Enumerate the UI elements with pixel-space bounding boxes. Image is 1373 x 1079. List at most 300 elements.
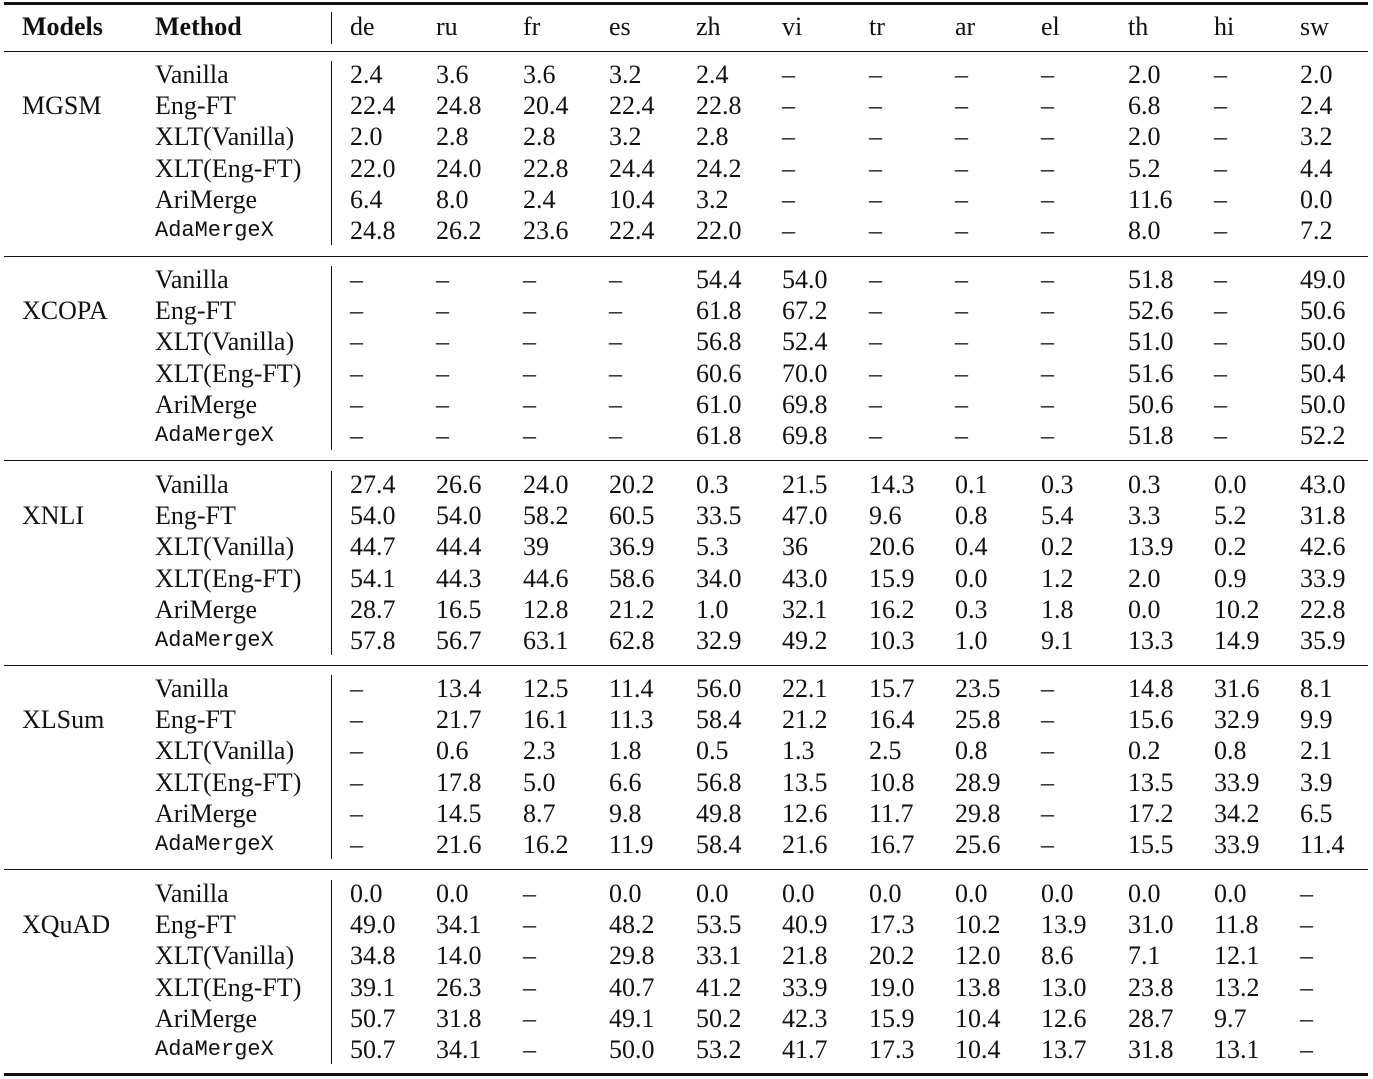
score-cell: 21.6 [436,830,482,859]
score-cell: 43.0 [1300,470,1346,499]
method-name: XLT(Vanilla) [155,941,295,971]
score-cell: 52.6 [1128,296,1174,326]
score-cell: 24.8 [436,91,482,121]
score-cell: 34.0 [696,563,742,593]
score-cell: – [1214,91,1227,121]
score-cell: 21.2 [782,705,828,735]
score-cell: 2.8 [436,122,469,152]
score-cell: 10.4 [955,1003,1001,1033]
score-cell: 56.8 [696,767,742,797]
score-cell: 50.0 [1300,327,1346,357]
column-divider [331,675,332,859]
score-cell: – [350,830,363,859]
score-cell: 10.2 [955,910,1001,940]
score-cell: 0.0 [869,879,902,908]
score-cell: 2.1 [1300,736,1333,766]
score-cell: – [609,327,622,357]
method-name: Eng-FT [155,501,236,531]
score-cell: 49.0 [1300,265,1346,294]
score-cell: 32.9 [1214,705,1260,735]
score-cell: 15.6 [1128,705,1174,735]
score-cell: – [1041,296,1054,326]
header-lang-zh: zh [696,12,721,41]
score-cell: 27.4 [350,470,396,499]
score-cell: 2.0 [1300,60,1333,89]
score-cell: 13.7 [1041,1035,1087,1064]
score-cell: 5.2 [1128,153,1161,183]
score-cell: – [609,389,622,419]
score-cell: – [869,153,882,183]
score-cell: 9.7 [1214,1003,1247,1033]
score-cell: 34.8 [350,941,396,971]
score-cell: – [1300,910,1313,940]
score-cell: 22.4 [609,91,655,121]
method-name: AdaMergeX [155,218,274,243]
score-cell: – [782,122,795,152]
score-cell: – [1214,60,1227,89]
score-cell: 16.1 [523,705,569,735]
score-cell: 11.9 [609,830,654,859]
score-cell: 25.6 [955,830,1001,859]
score-cell: 13.8 [955,972,1001,1002]
score-cell: – [869,60,882,89]
method-name: AdaMergeX [155,832,274,857]
score-cell: – [869,358,882,388]
score-cell: 1.0 [696,594,729,624]
score-cell: 34.1 [436,910,482,940]
score-cell: 50.7 [350,1035,396,1064]
score-cell: 8.0 [1128,216,1161,245]
method-name: AdaMergeX [155,1037,274,1062]
score-cell: – [1041,327,1054,357]
score-cell: 39 [523,532,549,562]
score-cell: 3.2 [696,184,729,214]
score-cell: – [523,972,536,1002]
model-name: XLSum [22,705,105,735]
score-cell: 0.0 [1214,879,1247,908]
score-cell: 1.0 [955,626,988,655]
score-cell: 13.9 [1041,910,1087,940]
method-name: XLT(Vanilla) [155,532,295,562]
score-cell: 22.4 [350,91,396,121]
score-cell: 47.0 [782,501,828,531]
score-cell: 0.2 [1128,736,1161,766]
score-cell: – [350,705,363,735]
score-cell: 49.8 [696,798,742,828]
score-cell: 22.8 [1300,594,1346,624]
score-cell: 2.5 [869,736,902,766]
score-cell: 33.9 [1300,563,1346,593]
score-cell: 58.6 [609,563,655,593]
score-cell: 50.7 [350,1003,396,1033]
score-cell: 2.3 [523,736,556,766]
header-lang-tr: tr [869,12,885,41]
model-name: XNLI [22,501,85,531]
score-cell: 1.3 [782,736,815,766]
score-cell: 0.3 [1128,470,1161,499]
score-cell: 10.4 [955,1035,1001,1064]
score-cell: 44.7 [350,532,396,562]
score-cell: 67.2 [782,296,828,326]
score-cell: 40.7 [609,972,655,1002]
score-cell: – [436,265,449,294]
score-cell: – [436,327,449,357]
score-cell: 41.2 [696,972,742,1002]
score-cell: 3.2 [1300,122,1333,152]
score-cell: 41.7 [782,1035,828,1064]
score-cell: – [782,91,795,121]
score-cell: 63.1 [523,626,569,655]
score-cell: 31.6 [1214,674,1260,703]
score-cell: 0.0 [436,879,469,908]
score-cell: 16.4 [869,705,915,735]
score-cell: 3.2 [609,122,642,152]
score-cell: 28.7 [350,594,396,624]
score-cell: 14.9 [1214,626,1260,655]
score-cell: – [1300,972,1313,1002]
score-cell: 16.2 [869,594,915,624]
score-cell: 3.9 [1300,767,1333,797]
bottom-rule [4,1073,1368,1076]
score-cell: 0.0 [1128,879,1161,908]
group-rule [4,460,1368,461]
score-cell: 12.6 [1041,1003,1087,1033]
score-cell: – [1214,184,1227,214]
score-cell: 20.2 [609,470,655,499]
score-cell: – [955,296,968,326]
score-cell: 13.9 [1128,532,1174,562]
score-cell: 11.8 [1214,910,1259,940]
score-cell: – [350,389,363,419]
score-cell: 6.6 [609,767,642,797]
score-cell: 21.7 [436,705,482,735]
score-cell: 2.0 [1128,60,1161,89]
score-cell: 61.0 [696,389,742,419]
score-cell: – [523,1035,536,1064]
score-cell: – [955,389,968,419]
score-cell: 20.2 [869,941,915,971]
score-cell: 0.3 [955,594,988,624]
score-cell: 1.8 [1041,594,1074,624]
score-cell: 61.8 [696,421,742,450]
score-cell: 16.5 [436,594,482,624]
score-cell: 2.4 [696,60,729,89]
score-cell: 1.2 [1041,563,1074,593]
score-cell: 42.3 [782,1003,828,1033]
group-rule [4,665,1368,666]
score-cell: 49.0 [350,910,396,940]
score-cell: 2.4 [350,60,383,89]
score-cell: 14.0 [436,941,482,971]
score-cell: 2.8 [523,122,556,152]
score-cell: 24.0 [523,470,569,499]
score-cell: 14.5 [436,798,482,828]
score-cell: 62.8 [609,626,655,655]
score-cell: 54.1 [350,563,396,593]
score-cell: 16.7 [869,830,915,859]
score-cell: 33.9 [1214,830,1260,859]
score-cell: 10.3 [869,626,915,655]
score-cell: 20.6 [869,532,915,562]
score-cell: – [350,265,363,294]
score-cell: 22.0 [696,216,742,245]
score-cell: – [609,296,622,326]
score-cell: 58.4 [696,830,742,859]
score-cell: – [869,296,882,326]
score-cell: – [350,327,363,357]
score-cell: 13.2 [1214,972,1260,1002]
score-cell: 8.7 [523,798,556,828]
score-cell: 3.6 [436,60,469,89]
score-cell: 21.6 [782,830,828,859]
score-cell: – [350,421,363,450]
score-cell: 56.0 [696,674,742,703]
score-cell: 50.6 [1300,296,1346,326]
score-cell: 0.3 [696,470,729,499]
score-cell: 7.2 [1300,216,1333,245]
score-cell: – [869,389,882,419]
score-cell: – [1300,941,1313,971]
score-cell: 14.8 [1128,674,1174,703]
header-rule [4,51,1368,52]
score-cell: 50.4 [1300,358,1346,388]
score-cell: 31.8 [1300,501,1346,531]
score-cell: 56.7 [436,626,482,655]
score-cell: 15.5 [1128,830,1174,859]
score-cell: – [1041,60,1054,89]
score-cell: – [1300,1035,1313,1064]
score-cell: 28.7 [1128,1003,1174,1033]
score-cell: 36.9 [609,532,655,562]
score-cell: 26.6 [436,470,482,499]
score-cell: 24.2 [696,153,742,183]
score-cell: – [955,122,968,152]
score-cell: 17.2 [1128,798,1174,828]
score-cell: 8.0 [436,184,469,214]
score-cell: 21.8 [782,941,828,971]
score-cell: 57.8 [350,626,396,655]
score-cell: – [1041,736,1054,766]
model-name: XCOPA [22,296,108,326]
score-cell: 2.4 [523,184,556,214]
score-cell: 8.6 [1041,941,1074,971]
score-cell: 11.4 [609,674,654,703]
score-cell: 0.1 [955,470,988,499]
header-lang-hi: hi [1214,12,1235,41]
score-cell: 0.8 [1214,736,1247,766]
score-cell: 36 [782,532,808,562]
score-cell: 3.6 [523,60,556,89]
score-cell: – [782,216,795,245]
header-lang-ar: ar [955,12,976,41]
score-cell: – [1041,798,1054,828]
score-cell: 6.4 [350,184,383,214]
score-cell: 52.4 [782,327,828,357]
column-divider [331,471,332,655]
header-lang-es: es [609,12,631,41]
score-cell: 54.0 [782,265,828,294]
score-cell: – [1041,389,1054,419]
score-cell: – [955,327,968,357]
score-cell: 39.1 [350,972,396,1002]
score-cell: 44.4 [436,532,482,562]
score-cell: 25.8 [955,705,1001,735]
method-name: Eng-FT [155,296,236,326]
header-lang-el: el [1041,12,1060,41]
score-cell: 12.5 [523,674,569,703]
header-lang-vi: vi [782,12,803,41]
score-cell: 10.2 [1214,594,1260,624]
score-cell: 0.6 [436,736,469,766]
score-cell: – [350,798,363,828]
score-cell: 33.1 [696,941,742,971]
score-cell: 12.0 [955,941,1001,971]
score-cell: – [523,421,536,450]
score-cell: – [869,265,882,294]
score-cell: – [1041,122,1054,152]
score-cell: 17.8 [436,767,482,797]
score-cell: – [1214,296,1227,326]
score-cell: – [609,265,622,294]
score-cell: – [955,358,968,388]
score-cell: – [1041,91,1054,121]
score-cell: – [523,389,536,419]
header-lang-fr: fr [523,12,541,41]
score-cell: 51.8 [1128,265,1174,294]
score-cell: 33.5 [696,501,742,531]
method-name: AriMerge [155,184,258,214]
score-cell: 24.0 [436,153,482,183]
score-cell: 31.8 [436,1003,482,1033]
score-cell: 5.4 [1041,501,1074,531]
score-cell: – [955,153,968,183]
score-cell: 35.9 [1300,626,1346,655]
score-cell: 6.5 [1300,798,1333,828]
score-cell: 9.8 [609,798,642,828]
score-cell: 42.6 [1300,532,1346,562]
score-cell: 32.9 [696,626,742,655]
score-cell: 23.8 [1128,972,1174,1002]
score-cell: 11.7 [869,798,914,828]
method-name: AdaMergeX [155,628,274,653]
score-cell: 3.3 [1128,501,1161,531]
score-cell: 2.8 [696,122,729,152]
score-cell: 22.0 [350,153,396,183]
score-cell: – [955,91,968,121]
score-cell: 24.4 [609,153,655,183]
score-cell: 0.0 [1300,184,1333,214]
score-cell: 44.3 [436,563,482,593]
score-cell: 51.0 [1128,327,1174,357]
score-cell: 12.6 [782,798,828,828]
score-cell: 54.0 [436,501,482,531]
score-cell: 5.2 [1214,501,1247,531]
score-cell: 53.5 [696,910,742,940]
score-cell: 15.9 [869,1003,915,1033]
score-cell: 21.2 [609,594,655,624]
score-cell: – [869,122,882,152]
score-cell: 52.2 [1300,421,1346,450]
method-name: Vanilla [155,674,229,703]
score-cell: 6.8 [1128,91,1161,121]
score-cell: – [782,153,795,183]
score-cell: 34.2 [1214,798,1260,828]
score-cell: – [869,421,882,450]
method-name: XLT(Vanilla) [155,736,295,766]
score-cell: 70.0 [782,358,828,388]
score-cell: 7.1 [1128,941,1161,971]
score-cell: 19.0 [869,972,915,1002]
score-cell: – [436,421,449,450]
score-cell: 53.2 [696,1035,742,1064]
score-cell: 23.6 [523,216,569,245]
header-lang-sw: sw [1300,12,1329,41]
score-cell: 4.4 [1300,153,1333,183]
score-cell: – [350,767,363,797]
score-cell: 0.0 [1128,594,1161,624]
score-cell: 34.1 [436,1035,482,1064]
score-cell: 3.2 [609,60,642,89]
score-cell: – [350,296,363,326]
score-cell: – [1041,767,1054,797]
score-cell: 0.8 [955,736,988,766]
score-cell: 8.1 [1300,674,1333,703]
score-cell: 9.9 [1300,705,1333,735]
model-name: MGSM [22,91,102,121]
score-cell: 61.8 [696,296,742,326]
score-cell: 10.8 [869,767,915,797]
score-cell: 48.2 [609,910,655,940]
score-cell: 9.6 [869,501,902,531]
method-name: XLT(Vanilla) [155,327,295,357]
score-cell: 69.8 [782,389,828,419]
score-cell: 60.6 [696,358,742,388]
score-cell: 22.1 [782,674,828,703]
method-name: Eng-FT [155,705,236,735]
score-cell: 60.5 [609,501,655,531]
score-cell: 54.0 [350,501,396,531]
score-cell: 20.4 [523,91,569,121]
score-cell: 2.4 [1300,91,1333,121]
method-name: Vanilla [155,879,229,908]
score-cell: – [869,184,882,214]
score-cell: – [436,358,449,388]
method-name: AriMerge [155,594,258,624]
column-divider [331,880,332,1064]
score-cell: – [955,421,968,450]
score-cell: 40.9 [782,910,828,940]
score-cell: 0.0 [955,563,988,593]
column-divider [331,12,332,44]
method-name: XLT(Eng-FT) [155,972,302,1002]
score-cell: 0.0 [609,879,642,908]
header-lang-th: th [1128,12,1149,41]
score-cell: – [523,358,536,388]
score-cell: 29.8 [955,798,1001,828]
score-cell: 28.9 [955,767,1001,797]
score-cell: 15.7 [869,674,915,703]
score-cell: 50.0 [1300,389,1346,419]
score-cell: 0.0 [1041,879,1074,908]
score-cell: – [1214,216,1227,245]
score-cell: 12.1 [1214,941,1260,971]
score-cell: – [436,296,449,326]
score-cell: – [523,879,536,908]
method-name: Eng-FT [155,910,236,940]
score-cell: – [1214,265,1227,294]
score-cell: – [436,389,449,419]
header-method: Method [155,12,242,41]
